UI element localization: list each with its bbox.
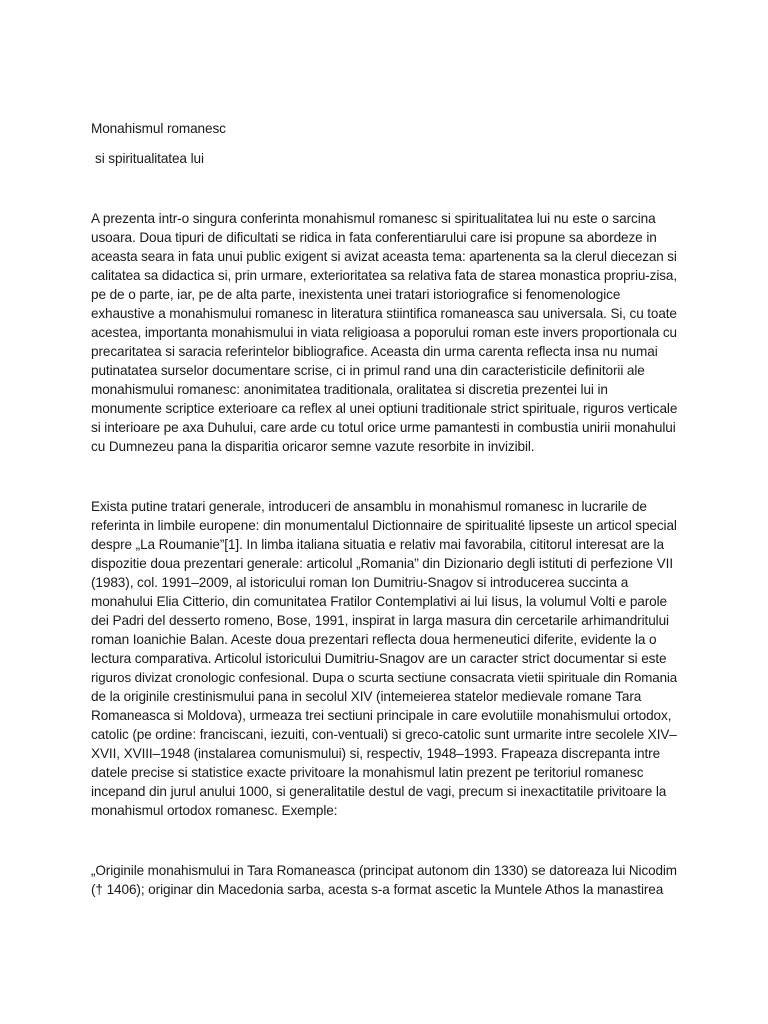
- text-line: referinta in limbile europene: din monumentalul Dictionnaire de spiritualité lipseste un articol special: [91, 518, 677, 533]
- text-line: acestea, importanta monahismului in viata religioasa a poporului roman este invers proportionala cu: [91, 325, 677, 340]
- text-line: datele precise si statistice exacte privitoare la monahismul latin prezent pe teritoriul romanesc: [91, 765, 644, 780]
- text-line: exhaustive a monahismului romanesc in literatura stiintifica romaneasca sau universala. Si, cu toate: [91, 306, 677, 321]
- text-line: incepand din jurul anului 1000, si generalitatile destul de vagi, precum si inexactitatile privitoare la: [91, 784, 667, 799]
- text-line: riguros divizat cronologic confesional. Dupa o scurta sectiune consacrata vietii spirituale din Romania: [91, 670, 678, 685]
- text-line: aceasta seara in fata unui public exigent si avizat aceasta tema: apartenenta sa la clerul diecezan si: [91, 249, 677, 264]
- text-line: de la originile crestinismului pana in secolul XIV (intemeierea statelor medievale romane Tara: [91, 689, 642, 704]
- text-line: usoara. Doua tipuri de dificultati se ridica in fata conferentiarului care isi propune sa abordeze in: [91, 230, 657, 245]
- text-line: monahismului romanesc: anonimitatea traditionala, oralitatea si discretia prezentei lui in: [91, 382, 608, 397]
- text-line: precaritatea si saracia referintelor bibliografice. Aceasta din urma carenta reflecta insa nu numai: [91, 344, 658, 359]
- text-line: dei Padri del desserto romeno, Bose, 1991, inspirat in larga masura din cercetarile arhimandritului: [91, 613, 669, 628]
- text-line: lectura comparativa. Articolul istoricului Dumitriu-Snagov are un caracter strict documentar si este: [91, 651, 667, 666]
- text-line: si interioare pe axa Duhului, care arde cu totul orice urme pamantesti in combustia unirii monahului: [91, 420, 676, 435]
- text-line: A prezenta intr-o singura conferinta monahismul romanesc si spiritualitatea lui nu este o sarcina: [91, 211, 656, 226]
- text-line: Exista putine tratari generale, introduceri de ansamblu in monahismul romanesc in lucrarile de: [91, 499, 647, 514]
- text-line: „Originile monahismului in Tara Romaneasca (principat autonom din 1330) se datoreaza lui Nicodim: [91, 863, 677, 878]
- text-line: pe de o parte, iar, pe de alta parte, inexistenta unei tratari istoriografice si fenomenologice: [91, 287, 621, 302]
- text-line: dispozitie doua prezentari generale: articolul „Romania” din Dizionario degli istituti di perfezione VII: [91, 556, 673, 571]
- text-line: catolic (pe ordine: franciscani, iezuiti, con-ventuali) si greco-catolic sunt urmarite intre secolele XIV–: [91, 727, 677, 742]
- text-line: monahismul ortodox romanesc. Exemple:: [91, 803, 338, 818]
- text-line: Romaneasca si Moldova), urmeaza trei sectiuni principale in care evolutiile monahismului ortodox,: [91, 708, 672, 723]
- text-line: (1983), col. 1991–2009, al istoricului roman Ion Dumitriu-Snagov si introducerea succinta a: [91, 575, 629, 590]
- text-line: cu Dumnezeu pana la disparitia oricaror semne vazute resorbite in invizibil.: [91, 439, 535, 454]
- text-line: calitatea sa didactica si, prin urmare, exterioritatea sa relativa fata de starea monastica propriu-zisa,: [91, 268, 677, 283]
- text-line: putinatatea surselor documentare scrise, ci in primul rand una din caracteristicile definitorii ale: [91, 363, 645, 378]
- text-line: roman Ioanichie Balan. Aceste doua prezentari reflecta doua hermeneutici diferite, evidente la o: [91, 632, 657, 647]
- text-line: despre „La Roumanie”[1]. In limba italiana situatia e relativ mai favorabila, cititorul interesat are la: [91, 537, 664, 552]
- text-line: monumente scriptice exterioare ca reflex al unei optiuni traditionale strict spirituale, riguros verticale: [91, 401, 678, 416]
- document-subtitle: si spiritualitatea lui: [95, 151, 204, 166]
- document-title: Monahismul romanesc: [91, 121, 226, 136]
- text-line: XVII, XVIII–1948 (instalarea comunismului) si, respectiv, 1948–1993. Frapeaza discrepanta intre: [91, 746, 661, 761]
- text-line: († 1406); originar din Macedonia sarba, acesta s-a format ascetic la Muntele Athos la manastirea: [91, 882, 664, 897]
- text-line: monahului Elia Citterio, din comunitatea Fratilor Contemplativi ai lui Iisus, la volumul Volti e parole: [91, 594, 668, 609]
